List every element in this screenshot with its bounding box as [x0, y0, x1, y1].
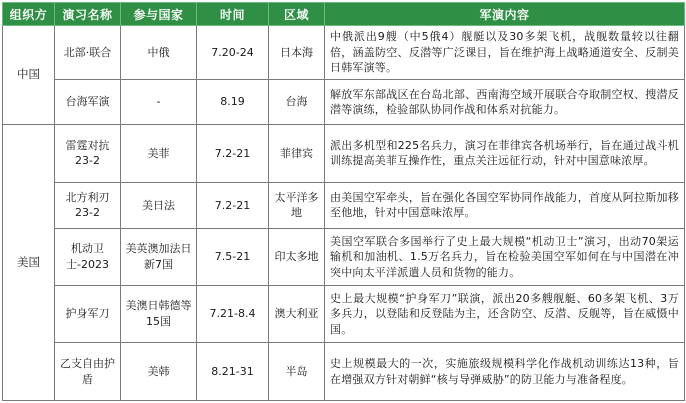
countries-cell: 美菲 [121, 125, 197, 183]
table-row [3, 182, 685, 228]
content-cell: 史上最大规模“护身军刀”联演，派出20多艘舰艇、60多架飞机、3万多兵力，以登陆和反登陆为主，还含防空、反潜、反舰等，旨在威慑中国。 [325, 285, 685, 343]
header-region: 区域 [269, 3, 325, 26]
region-cell: 日本海 [269, 26, 325, 80]
organizer-cell-china: 中国 [3, 26, 55, 125]
region-cell: 澳大利亚 [269, 285, 325, 343]
table-header [3, 3, 685, 26]
countries-cell: 美澳日韩德等15国 [121, 285, 197, 343]
time-cell: 8.21-31 [197, 343, 269, 401]
content-cell: 美国空军联合多国举行了史上最大规模“机动卫士”演习，出动70架运输机和加油机、1.5万名兵力，旨在检验美国空军如何在与中国潜在冲突中向太平洋派遣人员和货物的能力。 [325, 228, 685, 285]
header-countries: 参与国家 [121, 3, 197, 26]
countries-cell: 美日法 [121, 182, 197, 228]
table-row [3, 285, 685, 343]
exercise-name-cell: 机动卫士-2023 [55, 228, 121, 285]
time-cell: 7.2-21 [197, 182, 269, 228]
header-organizer: 组织方 [3, 3, 55, 26]
content-cell: 史上规模最大的一次，实施旅级规模科学化作战机动训练达13种，旨在增强双方针对朝鲜“核与导弹威胁”的防卫能力与准备程度。 [325, 343, 685, 401]
region-cell: 印太多地 [269, 228, 325, 285]
exercise-name-cell: 雷霆对抗23-2 [55, 125, 121, 183]
content-cell: 由美国空军牵头，旨在强化各国空军协同作战能力，首度从阿拉斯加移至他地，针对中国意味浓厚。 [325, 182, 685, 228]
table-body [3, 26, 685, 401]
exercise-name-cell: 北方利刃23-2 [55, 182, 121, 228]
region-cell: 半岛 [269, 343, 325, 401]
exercise-name-cell: 台海军演 [55, 80, 121, 125]
countries-cell: - [121, 80, 197, 125]
table-row [3, 26, 685, 80]
time-cell: 7.5-21 [197, 228, 269, 285]
table-row [3, 343, 685, 401]
content-cell: 派出多机型和225名兵力，演习在菲律宾各机场举行，旨在通过战斗机训练提高美菲互操作性，重点关注远征行动，针对中国意味浓厚。 [325, 125, 685, 183]
header-exercise-name: 演习名称 [55, 3, 121, 26]
countries-cell: 美韩 [121, 343, 197, 401]
time-cell: 7.21-8.4 [197, 285, 269, 343]
region-cell: 台海 [269, 80, 325, 125]
header-content: 军演内容 [325, 3, 685, 26]
exercise-table-container [2, 2, 684, 401]
content-cell: 中俄派出9艘（中5俄4）舰艇以及30多架飞机，战舰数量较以往翻倍，涵盖防空、反潜等广泛课目，旨在维护海上战略通道安全、反制美日韩军演等。 [325, 26, 685, 80]
military-exercise-table [2, 2, 685, 401]
exercise-name-cell: 乙支自由护盾 [55, 343, 121, 401]
time-cell: 7.2-21 [197, 125, 269, 183]
organizer-cell-usa: 美国 [3, 125, 55, 401]
table-row [3, 228, 685, 285]
time-cell: 7.20-24 [197, 26, 269, 80]
region-cell: 太平洋多地 [269, 182, 325, 228]
countries-cell: 美英澳加法日新7国 [121, 228, 197, 285]
time-cell: 8.19 [197, 80, 269, 125]
content-cell: 解放军东部战区在台岛北部、西南海空域开展联合夺取制空权、搜潜反潜等演练，检验部队协同作战和体系对抗能力。 [325, 80, 685, 125]
header-time: 时间 [197, 3, 269, 26]
region-cell: 菲律宾 [269, 125, 325, 183]
exercise-name-cell: 护身军刀 [55, 285, 121, 343]
table-row [3, 125, 685, 183]
exercise-name-cell: 北部·联合 [55, 26, 121, 80]
table-row [3, 80, 685, 125]
countries-cell: 中俄 [121, 26, 197, 80]
